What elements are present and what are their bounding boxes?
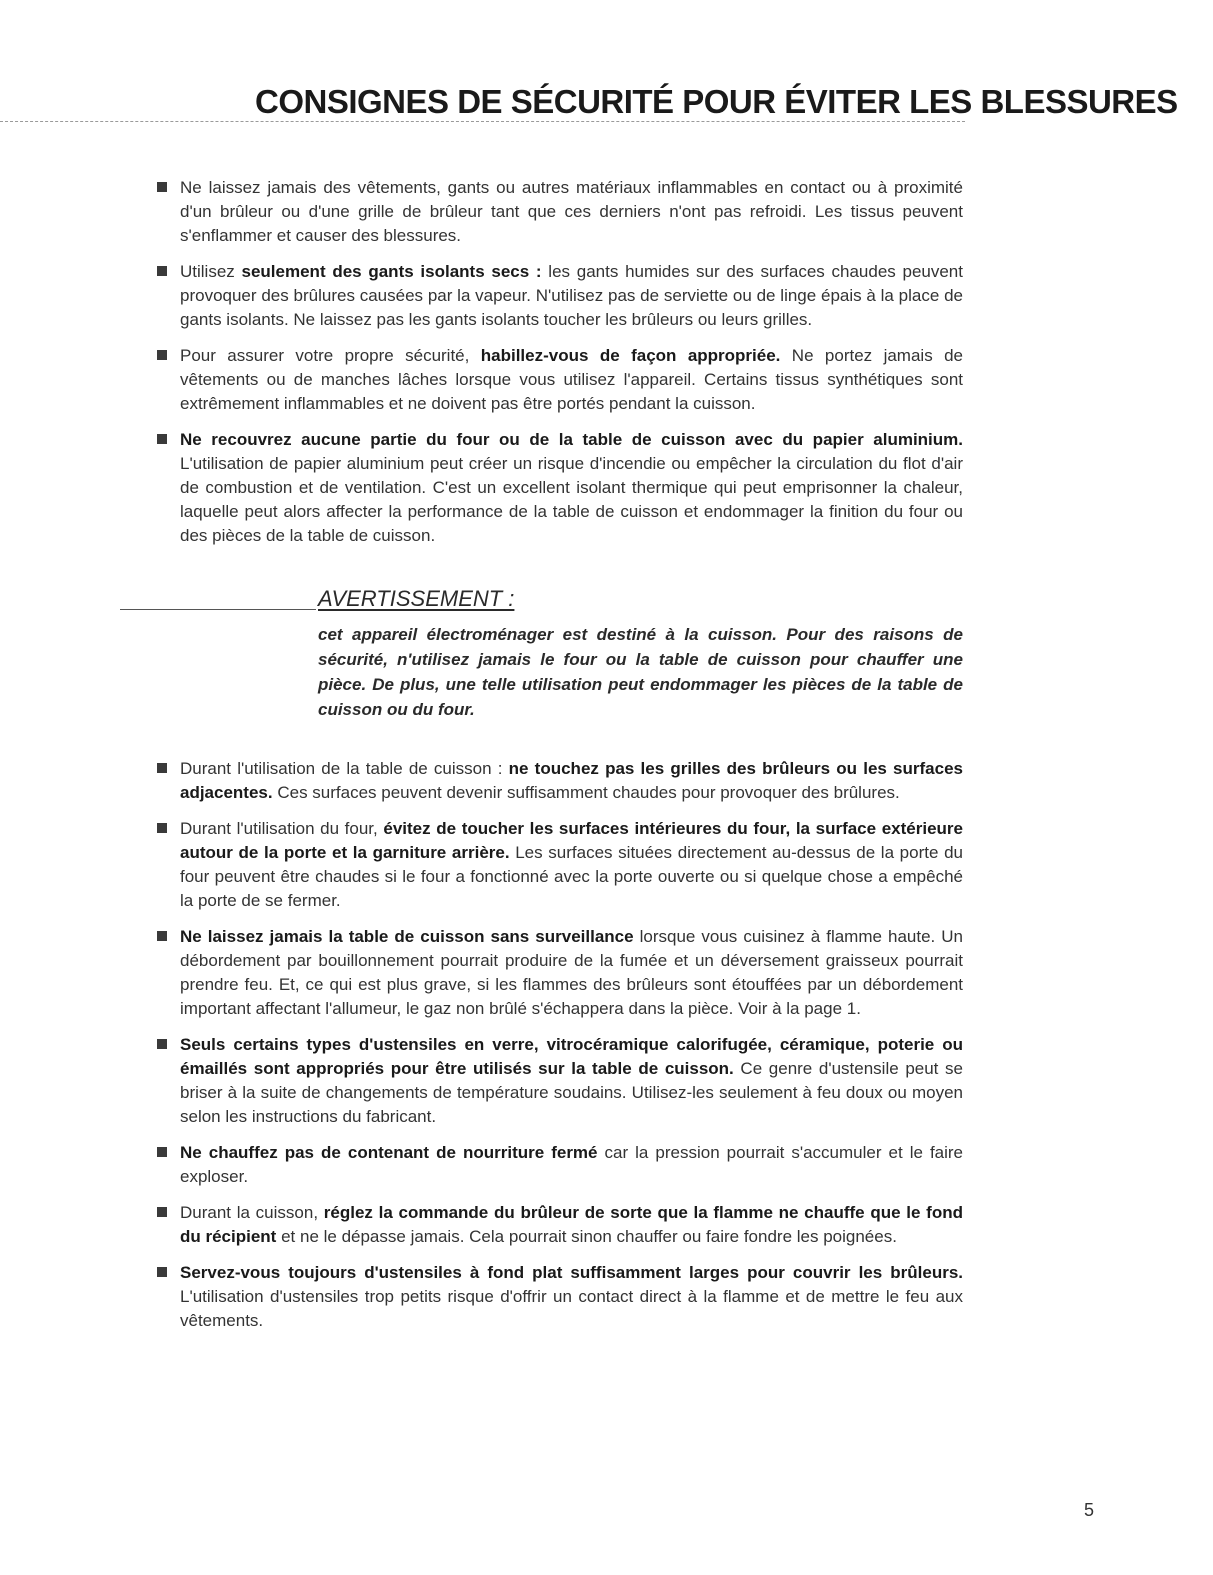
list-item (180, 428, 963, 548)
emphasis-text: ne touchez pas les grilles des brûleurs ou les surfaces adjacentes. (180, 759, 963, 802)
emphasis-text: réglez la commande du brûleur de sorte que la flamme ne chauffe que le fond du récipient (180, 1203, 963, 1246)
square-bullet-icon (157, 823, 167, 833)
emphasis-text: évitez de toucher les surfaces intérieures du four, la surface extérieure autour de la porte et la garniture arrière. (180, 819, 963, 862)
square-bullet-icon (157, 350, 167, 360)
square-bullet-icon (157, 1267, 167, 1277)
body-text: et ne le dépasse jamais. Cela pourrait sinon chauffer ou faire fondre les poignées. (276, 1227, 897, 1246)
body-text: Ce genre d'ustensile peut se briser à la suite de changements de température soudains. Utilisez-les seulement à feu doux ou moyen selon les instructions du fabricant. (180, 1059, 963, 1126)
title-divider (0, 121, 965, 122)
body-text: Durant l'utilisation du four, (180, 819, 384, 838)
square-bullet-icon (157, 182, 167, 192)
emphasis-text: habillez-vous de façon appropriée. (480, 346, 781, 365)
page-title: CONSIGNES DE SÉCURITÉ POUR ÉVITER LES BLESSURES (255, 83, 1178, 120)
list-item (180, 1261, 963, 1333)
body-text: car la pression pourrait s'accumuler et le faire exploser. (180, 1143, 964, 1186)
emphasis-text: Ne chauffez pas de contenant de nourriture fermé (180, 1143, 598, 1162)
list-item (180, 1033, 963, 1129)
emphasis-text: Ne laissez jamais la table de cuisson sans surveillance (180, 927, 634, 946)
body-text: Ne laissez jamais des vêtements, gants ou autres matériaux inflammables en contact ou à proximité d'un brûleur ou d'une grille de brûleur tant que ces derniers n'ont pas refroidi. Les tissus peuvent s'enflammer et causer des blessures. (180, 178, 963, 245)
body-text: Durant l'utilisation de la table de cuisson : (180, 759, 509, 778)
body-text: Pour assurer votre propre sécurité, (180, 346, 481, 365)
square-bullet-icon (157, 1147, 167, 1157)
body-text: lorsque vous cuisinez à flamme haute. Un débordement par bouillonnement pourrait produire de la fumée et un déversement graisseux pourrait prendre feu. Et, ce qui est plus grave, si les flammes des brûleurs sont étouffées par un débordement important affectant l'allumeur, le gaz non brûlé s'échappera dans la pièce. Voir à la page 1. (180, 927, 964, 1018)
square-bullet-icon (157, 266, 167, 276)
safety-list-bottom (180, 757, 963, 1345)
square-bullet-icon (157, 1207, 167, 1217)
list-item (180, 1141, 963, 1189)
list-item (180, 176, 963, 248)
page-number: 5 (1084, 1500, 1095, 1520)
square-bullet-icon (157, 434, 167, 444)
safety-list-top (180, 176, 963, 560)
warning-rule (120, 609, 316, 610)
list-item (180, 1201, 963, 1249)
body-text: Ces surfaces peuvent devenir suffisamment chaudes pour provoquer des brûlures. (272, 783, 900, 802)
body-text: Utilisez (180, 262, 242, 281)
emphasis-text: Servez-vous toujours d'ustensiles à fond plat suffisamment larges pour couvrir les brûleurs. (180, 1263, 963, 1282)
body-text: Les surfaces situées directement au-dessus de la porte du four peuvent être chaudes si le four a fonctionné avec la porte ouverte ou si quelque chose a empêché la porte de se fermer. (180, 843, 963, 910)
emphasis-text: Seuls certains types d'ustensiles en verre, vitrocéramique calorifugée, céramique, poterie ou émaillés sont appropriés pour être utilisés sur la table de cuisson. (180, 1035, 963, 1078)
emphasis-text: Ne recouvrez aucune partie du four ou de la table de cuisson avec du papier aluminium. (180, 430, 963, 449)
body-text: Ne portez jamais de vêtements ou de manches lâches lorsque vous utilisez l'appareil. Certains tissus synthétiques sont extrêmement inflammables et ne doivent pas être portés pendant la cuisson. (180, 346, 963, 413)
list-item (180, 260, 963, 332)
list-item (180, 817, 963, 913)
list-item (180, 925, 963, 1021)
list-item (180, 757, 963, 805)
square-bullet-icon (157, 931, 167, 941)
emphasis-text: seulement des gants isolants secs : (241, 262, 542, 281)
warning-body: cet appareil électroménager est destiné à la cuisson. Pour des raisons de sécurité, n'utilisez jamais le four ou la table de cuisson pour chauffer une pièce. De plus, une telle utilisation peut endommager les pièces de la table de cuisson ou du four. (318, 625, 963, 719)
square-bullet-icon (157, 763, 167, 773)
body-text: Durant la cuisson, (180, 1203, 324, 1222)
body-text: L'utilisation d'ustensiles trop petits risque d'offrir un contact direct à la flamme et de mettre le feu aux vêtements. (180, 1287, 963, 1330)
warning-heading: AVERTISSEMENT : (318, 586, 515, 611)
list-item (180, 344, 963, 416)
body-text: L'utilisation de papier aluminium peut créer un risque d'incendie ou empêcher la circulation du flot d'air de combustion et de ventilation. C'est un excellent isolant thermique qui peut emprisonner la chaleur, laquelle peut alors affecter la performance de la table de cuisson et endommager la finition du four ou des pièces de la table de cuisson. (180, 454, 963, 545)
square-bullet-icon (157, 1039, 167, 1049)
body-text: les gants humides sur des surfaces chaudes peuvent provoquer des brûlures causées par la vapeur. N'utilisez pas de serviette ou de linge épais à la place de gants isolants. Ne laissez pas les gants isolants toucher les brûleurs ou leurs grilles. (180, 262, 963, 329)
